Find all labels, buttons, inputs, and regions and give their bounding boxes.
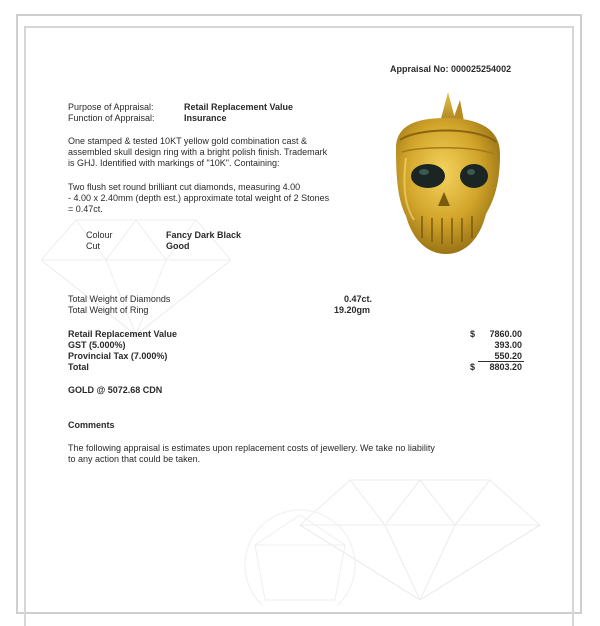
stones-line: - 4.00 x 2.40mm (depth est.) approximate total weight of 2 Stones (68, 193, 330, 203)
description-line: is GHJ. Identified with markings of "10K". Containing: (68, 158, 280, 168)
description-line: assembled skull design ring with a bright polish finish. Trademark (68, 147, 328, 157)
skull-ring-photo-icon (376, 88, 516, 256)
round-diamond-watermark-icon (225, 505, 375, 605)
cut-value: Good (166, 241, 190, 251)
colour-value: Fancy Dark Black (166, 230, 242, 240)
gold-price: GOLD @ 5072.68 CDN (68, 385, 163, 395)
total-currency: $ (470, 329, 476, 339)
function-value: Insurance (184, 113, 227, 123)
comments-line: The following appraisal is estimates upon replacement costs of jewellery. We take no liability (68, 443, 435, 453)
weight-value: 0.47ct. (344, 294, 373, 304)
total-label: Retail Replacement Value (68, 329, 178, 339)
total-label: GST (5.000%) (68, 340, 126, 350)
description-line: One stamped & tested 10KT yellow gold combination cast & (68, 136, 307, 146)
total-amount: 393.00 (494, 340, 522, 350)
diamond-watermark-left-icon (36, 190, 236, 340)
total-label: Total (68, 362, 89, 372)
total-amount: 550.20 (494, 351, 522, 361)
total-label: Provincial Tax (7.000%) (68, 351, 168, 361)
total-currency: $ (470, 362, 476, 372)
colour-label: Colour (86, 230, 113, 240)
function-label: Function of Appraisal: (68, 113, 155, 123)
total-amount: 7860.00 (489, 329, 522, 339)
cut-label: Cut (86, 241, 101, 251)
purpose-label: Purpose of Appraisal: (68, 102, 154, 112)
weight-label: Total Weight of Ring (68, 305, 149, 315)
weight-value: 19.20gm (334, 305, 371, 315)
stones-line: = 0.47ct. (68, 204, 103, 214)
appraisal-number: Appraisal No: 000025254002 (390, 64, 512, 74)
weight-label: Total Weight of Diamonds (68, 294, 171, 304)
comments-heading: Comments (68, 420, 115, 430)
purpose-value: Retail Replacement Value (184, 102, 294, 112)
stones-line: Two flush set round brilliant cut diamonds, measuring 4.00 (68, 182, 301, 192)
total-amount: 8803.20 (489, 362, 522, 372)
comments-line: to any action that could be taken. (68, 454, 201, 464)
